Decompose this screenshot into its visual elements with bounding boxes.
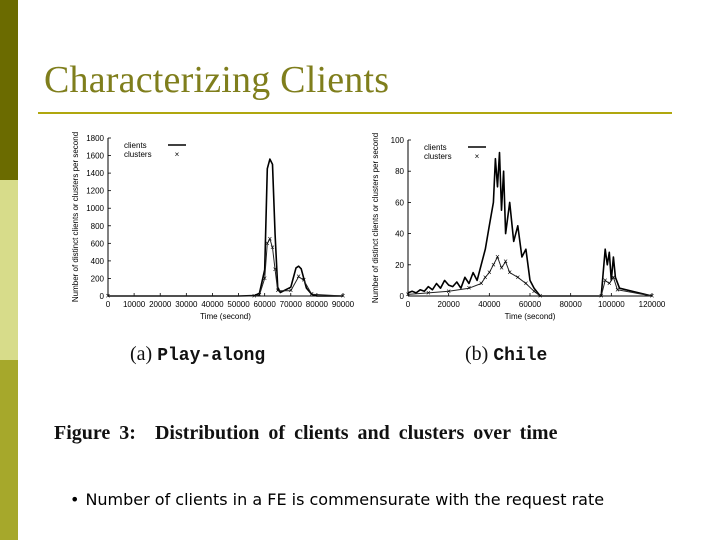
y-tick-label: 100: [390, 136, 404, 145]
cluster-point: ×: [503, 257, 508, 267]
cluster-point: ×: [270, 243, 275, 253]
x-tick-label: 40000: [478, 300, 501, 309]
y-tick-label: 0: [99, 292, 104, 301]
x-tick-label: 0: [405, 300, 411, 309]
x-axis-title: Time (second): [504, 312, 556, 321]
x-tick-label: 60000: [518, 300, 542, 309]
cluster-point: ×: [523, 279, 529, 289]
y-tick-label: 0: [399, 292, 404, 301]
cluster-point: ×: [309, 289, 315, 299]
subfigure-b-letter: (b): [465, 343, 489, 365]
cluster-point: ×: [495, 252, 500, 262]
legend-label-clients: clients: [424, 143, 447, 152]
x-tick-label: 120000: [638, 300, 666, 309]
series-line-clusters: [108, 239, 343, 296]
title-underline: [38, 112, 672, 114]
cluster-point: ×: [264, 238, 270, 248]
x-tick-label: 80000: [305, 300, 329, 309]
sidebar-decoration: [0, 0, 18, 540]
cluster-point: ×: [257, 290, 262, 300]
y-tick-label: 1400: [86, 169, 104, 179]
subfigure-a-caption: [130, 343, 265, 366]
x-tick-label: 60000: [253, 300, 276, 309]
sidebar-band-mid: [0, 360, 18, 540]
legend-label-clients: clients: [124, 141, 147, 150]
cluster-point: ×: [251, 291, 257, 301]
y-tick-label: 1200: [86, 186, 104, 196]
x-tick-label: 70000: [279, 300, 302, 309]
cluster-point: ×: [301, 275, 307, 285]
subfigure-b-caption: [465, 343, 547, 366]
cluster-point: ×: [499, 263, 504, 273]
y-tick-label: 40: [395, 229, 404, 239]
slide-title: Characterizing Clients: [44, 59, 390, 101]
x-axis-title: Time (second): [200, 312, 251, 321]
cluster-point: ×: [272, 265, 278, 275]
bullet-text: Number of clients in a FE is commensurate with the request rate: [85, 490, 605, 509]
chart-chile: [370, 118, 670, 328]
y-tick-label: 800: [90, 221, 104, 231]
cluster-point: ×: [482, 272, 488, 282]
cluster-point: ×: [515, 272, 521, 282]
cluster-point: ×: [288, 286, 294, 296]
cluster-point: ×: [340, 291, 346, 301]
cluster-point: ×: [262, 273, 268, 283]
legend-label-clusters: clusters: [124, 150, 152, 159]
figure-caption: [54, 420, 674, 447]
x-tick-label: 0: [105, 300, 111, 309]
cluster-point: ×: [425, 288, 431, 298]
y-tick-label: 1000: [86, 204, 104, 214]
legend-label-clusters: clusters: [424, 152, 452, 161]
cluster-point: ×: [405, 289, 411, 299]
x-tick-label: 40000: [201, 300, 224, 309]
sidebar-band-light: [0, 180, 18, 360]
series-line-clients: [108, 159, 343, 296]
subfigure-b-label: Chile: [493, 346, 548, 366]
cluster-point: ×: [598, 291, 604, 301]
x-tick-label: 30000: [175, 300, 198, 309]
cluster-point: ×: [105, 291, 111, 301]
x-tick-label: 50000: [227, 300, 250, 309]
subfigure-a-label: Play-along: [157, 346, 266, 366]
cluster-point: ×: [649, 291, 655, 301]
cluster-point: ×: [267, 234, 273, 244]
cluster-point: ×: [486, 268, 492, 278]
cluster-point: ×: [491, 260, 496, 270]
y-tick-label: 600: [90, 239, 104, 249]
subfigure-a-letter: (a): [130, 343, 153, 365]
cluster-point: ×: [446, 286, 452, 296]
x-tick-label: 20000: [149, 300, 172, 309]
y-tick-label: 1600: [86, 151, 104, 161]
y-tick-label: 200: [90, 274, 104, 284]
figure-caption-text: Distribution of clients and clusters over time: [154, 422, 558, 444]
cluster-point: ×: [275, 286, 281, 296]
cluster-point: ×: [478, 279, 484, 289]
cluster-point: ×: [602, 275, 608, 285]
chart-play-along: [60, 118, 360, 328]
y-axis-title: Number of distinct clients or clusters per second: [71, 131, 80, 303]
cluster-point: ×: [606, 279, 612, 289]
x-tick-label: 100000: [597, 300, 625, 309]
cluster-point: ×: [531, 286, 537, 296]
cluster-point: ×: [466, 283, 472, 293]
x-tick-label: 80000: [559, 300, 582, 309]
bullet-item: [70, 490, 604, 509]
bullet-dot-icon: •: [70, 490, 80, 509]
cluster-point: ×: [615, 285, 620, 295]
y-axis-title: Number of distinct clients or clusters per second: [371, 132, 380, 304]
y-tick-label: 1800: [86, 134, 104, 143]
cluster-point: ×: [296, 272, 301, 282]
y-tick-label: 400: [90, 256, 104, 266]
legend-swatch-clusters: ×: [174, 150, 180, 159]
y-tick-label: 20: [395, 260, 404, 270]
figure-caption-label: Figure 3:: [54, 422, 136, 444]
cluster-point: ×: [537, 291, 543, 301]
legend-swatch-clusters: ×: [474, 152, 480, 161]
x-tick-label: 10000: [122, 300, 146, 309]
y-tick-label: 80: [395, 167, 404, 177]
cluster-point: ×: [611, 272, 616, 282]
y-tick-label: 60: [395, 198, 404, 208]
x-tick-label: 90000: [331, 300, 355, 309]
cluster-point: ×: [507, 268, 513, 278]
sidebar-band-dark: [0, 0, 18, 180]
x-tick-label: 20000: [437, 300, 460, 309]
